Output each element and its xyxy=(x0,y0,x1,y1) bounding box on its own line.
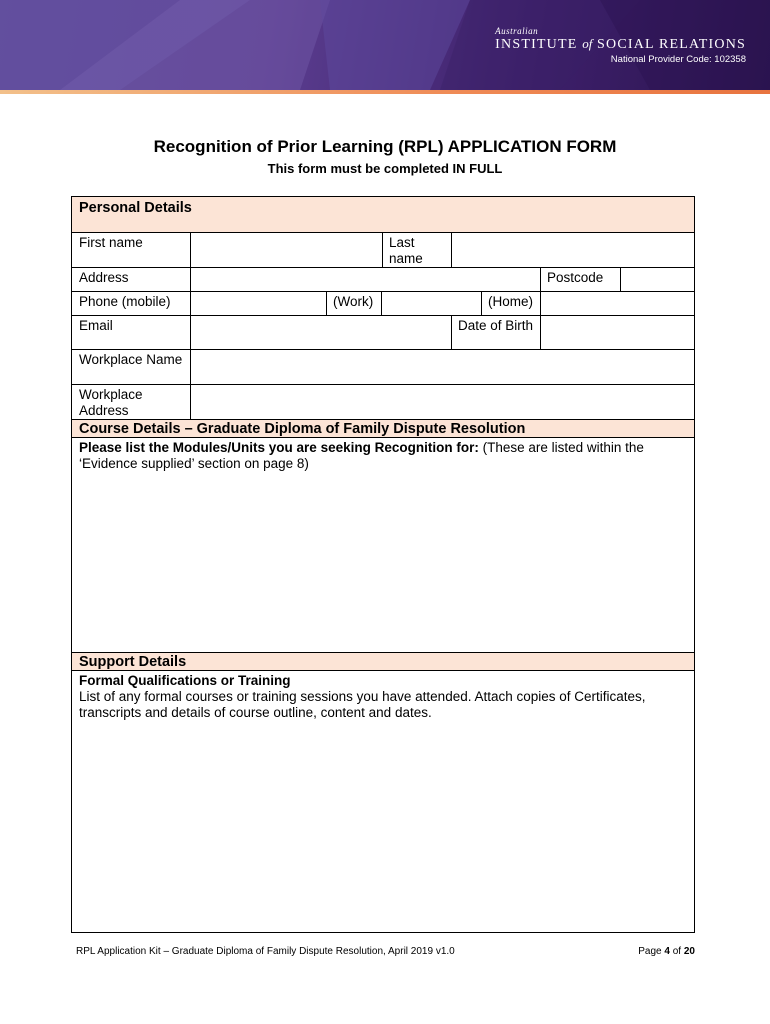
course-instruction: Please list the Modules/Units you are seeking Recognition for: (These are listed within the ‘Evidence supplied’ section on page 8) xyxy=(79,440,644,471)
first-name-field[interactable] xyxy=(191,233,382,267)
support-instruction: List of any formal courses or training sessions you have attended. Attach copies of Certificates, transcripts and details of course outline, content and dates. xyxy=(79,689,646,720)
home-phone-label: (Home) xyxy=(488,294,534,309)
support-details-heading: Support Details xyxy=(79,654,187,670)
formal-qualifications-heading: Formal Qualifications or Training xyxy=(79,673,291,688)
provider-code: National Provider Code: 102358 xyxy=(610,54,746,65)
workplace-name-label: Workplace Name xyxy=(79,352,183,367)
email-field[interactable] xyxy=(191,316,451,349)
modules-units-field[interactable] xyxy=(72,477,694,652)
logo-australian: Australian xyxy=(495,26,539,36)
home-phone-field[interactable] xyxy=(541,292,694,315)
workplace-name-field[interactable] xyxy=(191,350,694,384)
rpl-form xyxy=(71,196,695,933)
institute-logo xyxy=(495,26,746,65)
logo-institute-name: INSTITUTE of SOCIAL RELATIONS xyxy=(495,36,746,52)
phone-mobile-label: Phone (mobile) xyxy=(79,294,171,309)
first-name-label: First name xyxy=(79,235,143,250)
workplace-address-field[interactable] xyxy=(191,385,694,419)
formal-qualifications-field[interactable] xyxy=(72,725,694,932)
phone-mobile-field[interactable] xyxy=(191,292,326,315)
postcode-label: Postcode xyxy=(547,270,604,285)
address-field[interactable] xyxy=(191,268,540,291)
email-label: Email xyxy=(79,318,113,333)
form-subtitle: This form must be completed IN FULL xyxy=(267,161,503,176)
form-title: Recognition of Prior Learning (RPL) APPLICATION FORM xyxy=(153,137,617,156)
dob-field[interactable] xyxy=(541,316,694,349)
work-phone-label: (Work) xyxy=(333,294,374,309)
footer-document-title: RPL Application Kit – Graduate Diploma of Family Dispute Resolution, April 2019 v1.0 xyxy=(76,946,455,957)
address-label: Address xyxy=(79,270,129,285)
footer-page-number: Page 4 of 20 xyxy=(638,946,695,957)
header-banner xyxy=(0,0,770,90)
course-details-heading: Course Details – Graduate Diploma of Family Dispute Resolution xyxy=(79,421,526,437)
banner-stripe xyxy=(0,90,770,94)
workplace-address-label: Workplace Address xyxy=(79,387,143,418)
postcode-field[interactable] xyxy=(621,268,694,291)
work-phone-field[interactable] xyxy=(382,292,481,315)
personal-details-heading: Personal Details xyxy=(79,200,192,216)
dob-label: Date of Birth xyxy=(458,318,534,333)
last-name-field[interactable] xyxy=(452,233,694,267)
last-name-label: Last name xyxy=(389,235,423,266)
